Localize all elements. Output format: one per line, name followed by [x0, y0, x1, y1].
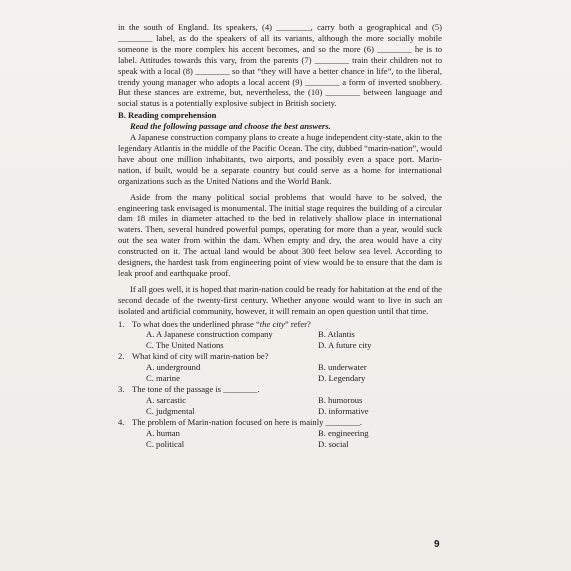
reading-paragraph-2: Aside from the many political social problems that would have to be solved, the engineering task envisaged is monumental. The initial stage requires the building of a circular dam 18 miles in diameter attached to the bed in relatively shallow place in international waters. Then, several hundred powerful pumps, operating for more than a year, would suck out the sea water from within the dam. When empty and dry, the area would have a city constructed on it. The actual land would be about 300 feet below sea level. According to designers, the hardest task from engineering point of view would be to ensure that the dam is leak proof and earthquake proof.	[118, 191, 442, 278]
question-number: 2.	[118, 351, 125, 362]
answer-options	[118, 329, 442, 351]
question-number: 4.	[118, 416, 125, 427]
option-a[interactable]: A. human	[146, 427, 180, 438]
answer-options	[118, 428, 442, 450]
question-stem	[118, 351, 442, 362]
question-list	[118, 319, 442, 450]
option-b[interactable]: B. humorous	[318, 394, 363, 405]
question-stem	[118, 319, 442, 330]
question-text: The problem of Marin-nation focused on here is mainly ________.	[132, 416, 363, 427]
reading-paragraph-3: If all goes well, it is hoped that marin-nation could be ready for habitation at the end of the second decade of the twenty-first century. Whether anyone would want to live in such an isolated and artificial community, however, it will remain an open question until that time.	[118, 283, 442, 316]
option-a[interactable]: A. underground	[146, 362, 201, 373]
cloze-passage-continuation: in the south of England. Its speakers, (4) ________, carry both a geographical and (5) ________ label, as do the speakers of all its variants, although the more socially mobile someone is the more complex his accent becomes, and so the more (6) ________ he is to label. Attitudes towards this vary, from the parents (7) ________ train their children not to speak with a local (8) ________ so that “they will have a better chance in life”, to the liberal, trendy young manager who adopts a local accent (9) ________ a form of inverted snobbery. But these stances are extreme, but, nevertheless, the (10) ________ between language and social status is a potentially explosive subject in British society.	[118, 22, 442, 109]
question-emphasis: the city	[259, 318, 285, 329]
option-c[interactable]: C. political	[146, 438, 185, 449]
option-b[interactable]: B. underwater	[318, 362, 367, 373]
question-item	[118, 417, 442, 450]
option-d[interactable]: D. A future city	[318, 340, 372, 351]
question-text-end: ” refer?	[284, 318, 311, 329]
page-number: 9	[434, 539, 440, 550]
question-item	[118, 384, 442, 417]
section-instruction: Read the following passage and choose the best answers.	[130, 121, 331, 132]
question-stem	[118, 417, 442, 428]
option-b[interactable]: B. Atlantis	[318, 329, 355, 340]
question-number: 3.	[118, 384, 125, 394]
question-stem	[118, 384, 442, 395]
option-d[interactable]: D. Legendary	[318, 373, 366, 384]
reading-paragraph-1: A Japanese construction company plans to create a huge independent city-state, akin to the legendary Atlantis in the middle of the Pacific Ocean. The city, dubbed “marin-nation”, would have about one million inhabitants, two airports, and possibly even a space port. Marin-nation, if built, would be a separate country but could serve as a home for international organizations such as the United Nations and the World Bank.	[118, 132, 442, 186]
option-c[interactable]: C. marine	[146, 373, 180, 384]
option-d[interactable]: D. social	[318, 438, 349, 449]
question-text: What kind of city will marin-nation be?	[132, 351, 269, 362]
question-number: 1.	[118, 318, 125, 329]
section-title: B. Reading comprehension	[118, 110, 217, 121]
option-d[interactable]: D. informative	[318, 405, 369, 416]
answer-options	[118, 395, 442, 417]
option-b[interactable]: B. engineering	[318, 427, 369, 438]
option-a[interactable]: A. A Japanese construction company	[146, 329, 273, 340]
question-text: To what does the underlined phrase “	[132, 318, 260, 329]
page-content	[118, 22, 442, 449]
question-text: The tone of the passage is ________.	[132, 384, 260, 394]
question-item	[118, 319, 442, 352]
question-item	[118, 351, 442, 384]
option-c[interactable]: C. judgmental	[146, 405, 195, 416]
answer-options	[118, 362, 442, 384]
option-a[interactable]: A. sarcastic	[146, 394, 187, 405]
option-c[interactable]: C. The United Nations	[146, 340, 224, 351]
